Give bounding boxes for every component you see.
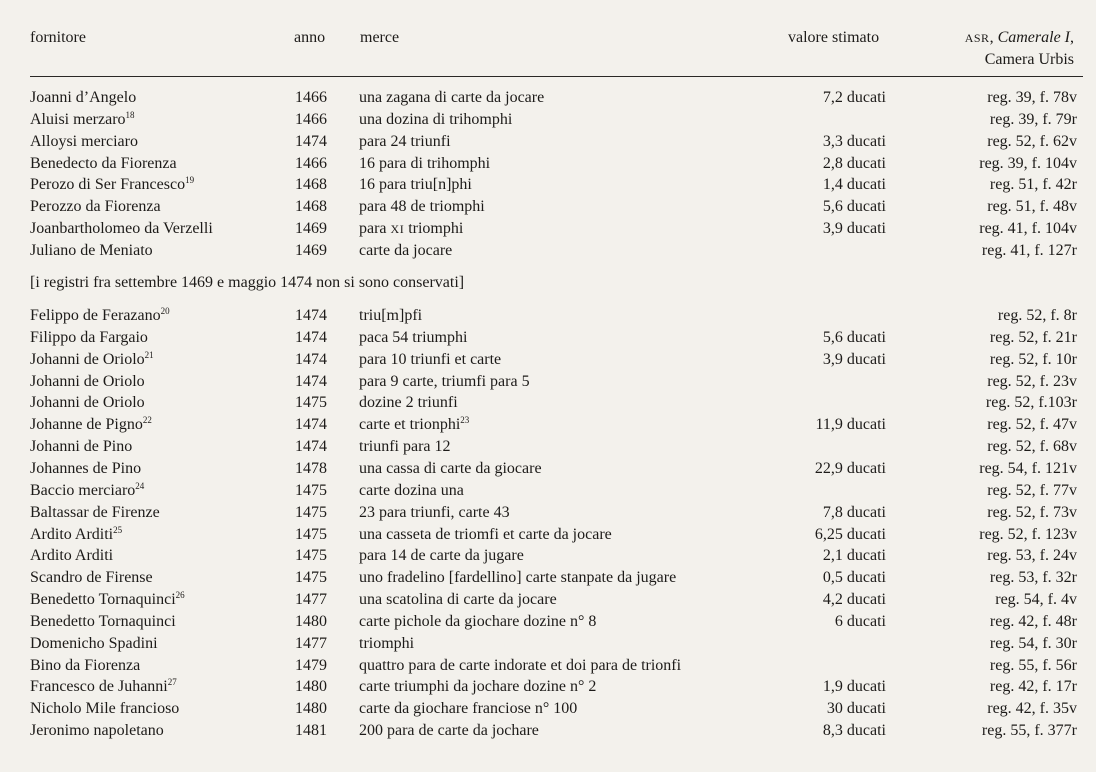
- header-anno: anno: [294, 29, 326, 46]
- value-cell: 2,8 ducati: [822, 154, 886, 172]
- register-cell: reg. 52, f. 68v: [987, 438, 1077, 456]
- supplier-cell: [30, 611, 176, 633]
- goods-cell: [359, 589, 557, 611]
- register-cell: reg. 52, f.103r: [985, 394, 1077, 412]
- table-row: [0, 720, 1096, 742]
- supplier-name: Ardito Arditi: [30, 547, 114, 565]
- value-cell: 2,1 ducati: [822, 547, 886, 565]
- register-cell: reg. 39, f. 78v: [987, 89, 1077, 106]
- goods-text: carte triumphi da jochare dozine n° 2: [359, 678, 597, 696]
- table-row: [0, 131, 1096, 153]
- supplier-name: Johanni de Oriolo: [30, 350, 145, 368]
- header-asr-abbrev: ASR: [964, 31, 990, 45]
- register-cell: reg. 52, f. 123v: [979, 525, 1077, 543]
- supplier-name: Benedetto Tornaquinci: [30, 612, 176, 630]
- register-cell: reg. 52, f. 62v: [987, 132, 1077, 150]
- goods-cell: [359, 371, 530, 393]
- supplier-name: Scandro de Firense: [30, 569, 153, 587]
- year-cell: 1477: [295, 634, 327, 652]
- goods-roman-numeral: XI: [390, 222, 405, 237]
- table-row: [0, 392, 1096, 414]
- supplier-cell: [30, 480, 144, 502]
- table-row: [0, 676, 1096, 698]
- footnote-ref: 22: [142, 415, 152, 426]
- year-cell: 1474: [295, 132, 327, 150]
- goods-text: para 10 triunfi et carte: [359, 350, 502, 368]
- goods-text: uno fradelino [fardellino] carte stanpate da jugare: [359, 569, 677, 587]
- goods-cell: [359, 327, 467, 349]
- goods-cell: [359, 414, 469, 436]
- value-cell: 0,5 ducati: [822, 569, 886, 587]
- goods-cell: [359, 109, 512, 131]
- year-cell: 1474: [295, 416, 327, 434]
- goods-text: triomphi: [359, 634, 415, 652]
- supplier-cell: [30, 436, 132, 458]
- header-asr-series: Camerale I: [997, 29, 1070, 46]
- register-cell: reg. 39, f. 104v: [979, 154, 1077, 172]
- register-cell: reg. 41, f. 104v: [979, 220, 1077, 238]
- value-cell: 4,2 ducati: [822, 591, 886, 609]
- goods-text: quattro para de carte indorate et doi para de trionfi: [359, 656, 682, 674]
- table-row: [0, 153, 1096, 175]
- table-row: [0, 589, 1096, 611]
- year-cell: 1480: [295, 678, 327, 696]
- supplier-name: Ardito Arditi: [30, 525, 114, 543]
- supplier-cell: [30, 87, 136, 109]
- register-cell: reg. 41, f. 127r: [981, 241, 1077, 259]
- supplier-name: Alloysi merciaro: [30, 132, 138, 150]
- value-cell: 6,25 ducati: [814, 525, 886, 543]
- year-cell: 1474: [295, 438, 327, 456]
- supplier-name: Felippo de Ferazano: [30, 307, 161, 324]
- goods-cell: [359, 153, 490, 175]
- table-row: [0, 414, 1096, 436]
- register-cell: reg. 53, f. 32r: [989, 569, 1077, 587]
- table-row: [0, 655, 1096, 677]
- table-row: [0, 567, 1096, 589]
- supplier-name: Filippo da Fargaio: [30, 328, 148, 346]
- supplier-cell: [30, 720, 164, 742]
- register-cell: reg. 54, f. 4v: [995, 591, 1077, 609]
- goods-text: una scatolina di carte da jocare: [359, 591, 557, 609]
- goods-text: paca 54 triumphi: [359, 328, 468, 346]
- goods-text: 16 para triu[n]phi: [359, 176, 472, 194]
- gap-note: [i registri fra settembre 1469 e maggio 1474 non si sono conservati]: [30, 274, 465, 291]
- supplier-name: Johanni de Oriolo: [30, 394, 145, 412]
- value-cell: 6 ducati: [834, 612, 886, 630]
- supplier-cell: [30, 153, 177, 175]
- supplier-cell: [30, 196, 161, 218]
- year-cell: 1468: [295, 176, 327, 194]
- table-row: [0, 480, 1096, 502]
- table-row: [0, 240, 1096, 262]
- supplier-cell: [30, 174, 194, 196]
- register-cell: reg. 52, f. 21r: [989, 328, 1077, 346]
- goods-text: carte pichole da giochare dozine n° 8: [359, 612, 597, 630]
- year-cell: 1474: [295, 307, 327, 324]
- register-cell: reg. 51, f. 48v: [987, 198, 1077, 216]
- year-cell: 1475: [295, 547, 327, 565]
- year-cell: 1475: [295, 481, 327, 499]
- year-cell: 1477: [295, 591, 327, 609]
- supplier-name: Nicholo Mile francioso: [30, 700, 180, 718]
- supplier-name: Perozo di Ser Francesco: [30, 176, 186, 194]
- goods-cell: [359, 480, 464, 502]
- goods-text: para 24 triunfi: [359, 132, 451, 150]
- header-source: [965, 27, 1074, 70]
- header-fornitore: fornitore: [30, 29, 86, 46]
- goods-cell: [359, 87, 544, 109]
- value-cell: 7,2 ducati: [822, 89, 886, 106]
- table-row: [0, 305, 1096, 327]
- goods-cell: [359, 196, 485, 218]
- table-row: [0, 218, 1096, 240]
- supplier-name: Benedecto da Fiorenza: [30, 154, 177, 172]
- goods-cell: [359, 720, 539, 742]
- goods-text: carte da jocare: [359, 241, 453, 259]
- goods-cell: [359, 131, 451, 153]
- value-cell: 3,9 ducati: [822, 350, 886, 368]
- value-cell: 3,9 ducati: [822, 220, 886, 238]
- footnote-ref: 26: [175, 590, 185, 601]
- supplier-name: Perozzo da Fiorenza: [30, 198, 161, 216]
- year-cell: 1474: [295, 350, 327, 368]
- register-cell: reg. 42, f. 48r: [989, 612, 1077, 630]
- goods-cell: [359, 392, 458, 414]
- supplier-name: Jeronimo napoletano: [30, 722, 164, 740]
- register-cell: reg. 54, f. 121v: [979, 459, 1077, 477]
- register-cell: reg. 52, f. 10r: [989, 350, 1077, 368]
- supplier-name: Baltassar de Firenze: [30, 503, 160, 521]
- register-cell: reg. 53, f. 24v: [987, 547, 1077, 565]
- register-cell: reg. 39, f. 79r: [989, 110, 1077, 128]
- goods-text: carte da giochare franciose n° 100: [359, 700, 578, 718]
- table-row: [0, 698, 1096, 720]
- header-asr-comma: ,: [989, 29, 998, 46]
- table-row: [0, 611, 1096, 633]
- supplier-name: Johanni de Oriolo: [30, 372, 145, 390]
- supplier-name: Johanni de Pino: [30, 438, 133, 456]
- value-cell: 11,9 ducati: [815, 416, 886, 434]
- supplier-name: Benedetto Tornaquinci: [30, 591, 176, 609]
- supplier-cell: [30, 305, 170, 327]
- goods-text: para 14 de carte da jugare: [359, 547, 524, 565]
- year-cell: 1466: [295, 154, 327, 172]
- goods-text: 16 para di trihomphi: [359, 154, 491, 172]
- supplier-cell: [30, 392, 145, 414]
- value-cell: 7,8 ducati: [822, 503, 886, 521]
- footnote-ref: 18: [125, 109, 135, 120]
- year-cell: 1466: [295, 89, 327, 106]
- goods-text: 200 para de carte da jochare: [359, 722, 539, 740]
- goods-text: 23 para triunfi, carte 43: [359, 503, 510, 521]
- table-row: [0, 87, 1096, 109]
- value-cell: 30 ducati: [826, 700, 886, 718]
- register-cell: reg. 54, f. 30r: [989, 634, 1077, 652]
- goods-cell: [359, 349, 501, 371]
- register-cell: reg. 52, f. 73v: [987, 503, 1077, 521]
- table-row: [0, 502, 1096, 524]
- value-cell: 1,4 ducati: [822, 176, 886, 194]
- header-source-line1: [965, 27, 1074, 49]
- year-cell: 1468: [295, 198, 327, 216]
- supplier-cell: [30, 327, 148, 349]
- supplier-cell: [30, 698, 179, 720]
- supplier-name: Johannes de Pino: [30, 459, 142, 477]
- goods-cell: [359, 502, 510, 524]
- table-row: [0, 436, 1096, 458]
- supplier-name: Baccio merciaro: [30, 481, 136, 499]
- year-cell: 1480: [295, 700, 327, 718]
- goods-text-prefix: para: [359, 220, 391, 238]
- register-cell: reg. 52, f. 23v: [987, 372, 1077, 390]
- table-row: [0, 524, 1096, 546]
- goods-text: triu[m]pfi: [359, 307, 423, 324]
- table-row: [0, 371, 1096, 393]
- supplier-name: Domenicho Spadini: [30, 634, 158, 652]
- footnote-ref: 21: [144, 349, 154, 360]
- value-cell: 3,3 ducati: [822, 132, 886, 150]
- goods-cell: [359, 567, 676, 589]
- goods-cell: [359, 698, 577, 720]
- table-row: [0, 327, 1096, 349]
- register-cell: reg. 42, f. 17r: [989, 678, 1077, 696]
- goods-text: triunfi para 12: [359, 438, 451, 456]
- register-cell: reg. 52, f. 77v: [987, 481, 1077, 499]
- goods-cell: [359, 545, 524, 567]
- goods-text: carte dozina una: [359, 481, 464, 499]
- supplier-name: Joanni d’Angelo: [30, 89, 137, 106]
- goods-text: carte et trionphi: [359, 416, 461, 434]
- supplier-name: Juliano de Meniato: [30, 241, 153, 259]
- supplier-cell: [30, 567, 153, 589]
- year-cell: 1475: [295, 394, 327, 412]
- goods-text: una casseta de triomfi et carte da jocare: [359, 525, 612, 543]
- goods-text: una dozina di trihomphi: [359, 110, 513, 128]
- goods-cell: [359, 305, 422, 327]
- supplier-cell: [30, 676, 177, 698]
- footnote-ref: 19: [185, 175, 195, 186]
- footnote-ref: 24: [135, 480, 145, 491]
- header-valore: valore stimato: [788, 29, 880, 46]
- supplier-cell: [30, 414, 152, 436]
- value-cell: 22,9 ducati: [814, 459, 886, 477]
- supplier-cell: [30, 131, 138, 153]
- year-cell: 1474: [295, 328, 327, 346]
- supplier-cell: [30, 524, 122, 546]
- value-cell: 8,3 ducati: [822, 722, 886, 740]
- goods-text: para 9 carte, triumfi para 5: [359, 372, 530, 390]
- goods-text: una zagana di carte da jocare: [359, 89, 545, 106]
- header-source-line2: Camera Urbis: [984, 51, 1074, 68]
- goods-cell: [359, 524, 612, 546]
- year-cell: 1475: [295, 503, 327, 521]
- supplier-cell: [30, 458, 141, 480]
- year-cell: 1481: [295, 722, 327, 740]
- supplier-cell: [30, 633, 158, 655]
- supplier-name: Francesco de Juhanni: [30, 678, 168, 696]
- supplier-cell: [30, 589, 185, 611]
- header-rule: [30, 76, 1083, 77]
- footnote-ref: 27: [167, 677, 177, 688]
- header-merce: merce: [360, 29, 400, 46]
- table-row: [0, 174, 1096, 196]
- header-asr-comma2: ,: [1070, 29, 1074, 46]
- supplier-cell: [30, 545, 113, 567]
- supplier-cell: [30, 109, 135, 131]
- supplier-cell: [30, 371, 145, 393]
- goods-cell: [359, 676, 596, 698]
- goods-cell: [359, 633, 414, 655]
- table-row: [0, 458, 1096, 480]
- value-cell: 1,9 ducati: [822, 678, 886, 696]
- year-cell: 1469: [295, 241, 327, 259]
- goods-cell: [359, 174, 472, 196]
- footnote-ref: 20: [160, 306, 170, 316]
- goods-cell: [359, 655, 681, 677]
- table-row: [0, 109, 1096, 131]
- goods-cell: [359, 458, 542, 480]
- year-cell: 1479: [295, 656, 327, 674]
- supplier-cell: [30, 502, 160, 524]
- goods-text: una cassa di carte da giocare: [359, 459, 542, 477]
- goods-text: triomphi: [404, 220, 464, 238]
- year-cell: 1475: [295, 525, 327, 543]
- supplier-name: Johanne de Pigno: [30, 416, 143, 434]
- register-cell: reg. 55, f. 377r: [981, 722, 1077, 740]
- table-row: [0, 545, 1096, 567]
- footnote-ref: 25: [113, 524, 123, 535]
- goods-cell: [359, 218, 463, 240]
- register-cell: reg. 51, f. 42r: [989, 176, 1077, 194]
- supplier-name: Aluisi merzaro: [30, 110, 126, 128]
- goods-text: dozine 2 triunfi: [359, 394, 458, 412]
- goods-cell: [359, 240, 452, 262]
- register-cell: reg. 52, f. 47v: [987, 416, 1077, 434]
- supplier-cell: [30, 218, 213, 240]
- value-cell: 5,6 ducati: [822, 198, 886, 216]
- supplier-cell: [30, 240, 153, 262]
- register-cell: reg. 55, f. 56r: [989, 656, 1077, 674]
- supplier-name: Bino da Fiorenza: [30, 656, 141, 674]
- year-cell: 1475: [295, 569, 327, 587]
- footnote-ref: 23: [460, 415, 470, 426]
- register-cell: reg. 42, f. 35v: [987, 700, 1077, 718]
- year-cell: 1474: [295, 372, 327, 390]
- table-row: [0, 349, 1096, 371]
- table-row: [0, 196, 1096, 218]
- year-cell: 1466: [295, 110, 327, 128]
- year-cell: 1469: [295, 220, 327, 238]
- goods-cell: [359, 611, 596, 633]
- value-cell: 5,6 ducati: [822, 328, 886, 346]
- goods-cell: [359, 436, 451, 458]
- supplier-name: Joanbartholomeo da Verzelli: [30, 220, 213, 238]
- year-cell: 1480: [295, 612, 327, 630]
- table-row: [0, 633, 1096, 655]
- year-cell: 1478: [295, 459, 327, 477]
- supplier-cell: [30, 655, 140, 677]
- goods-text: para 48 de triomphi: [359, 198, 485, 216]
- register-cell: reg. 52, f. 8r: [997, 307, 1077, 324]
- supplier-cell: [30, 349, 154, 371]
